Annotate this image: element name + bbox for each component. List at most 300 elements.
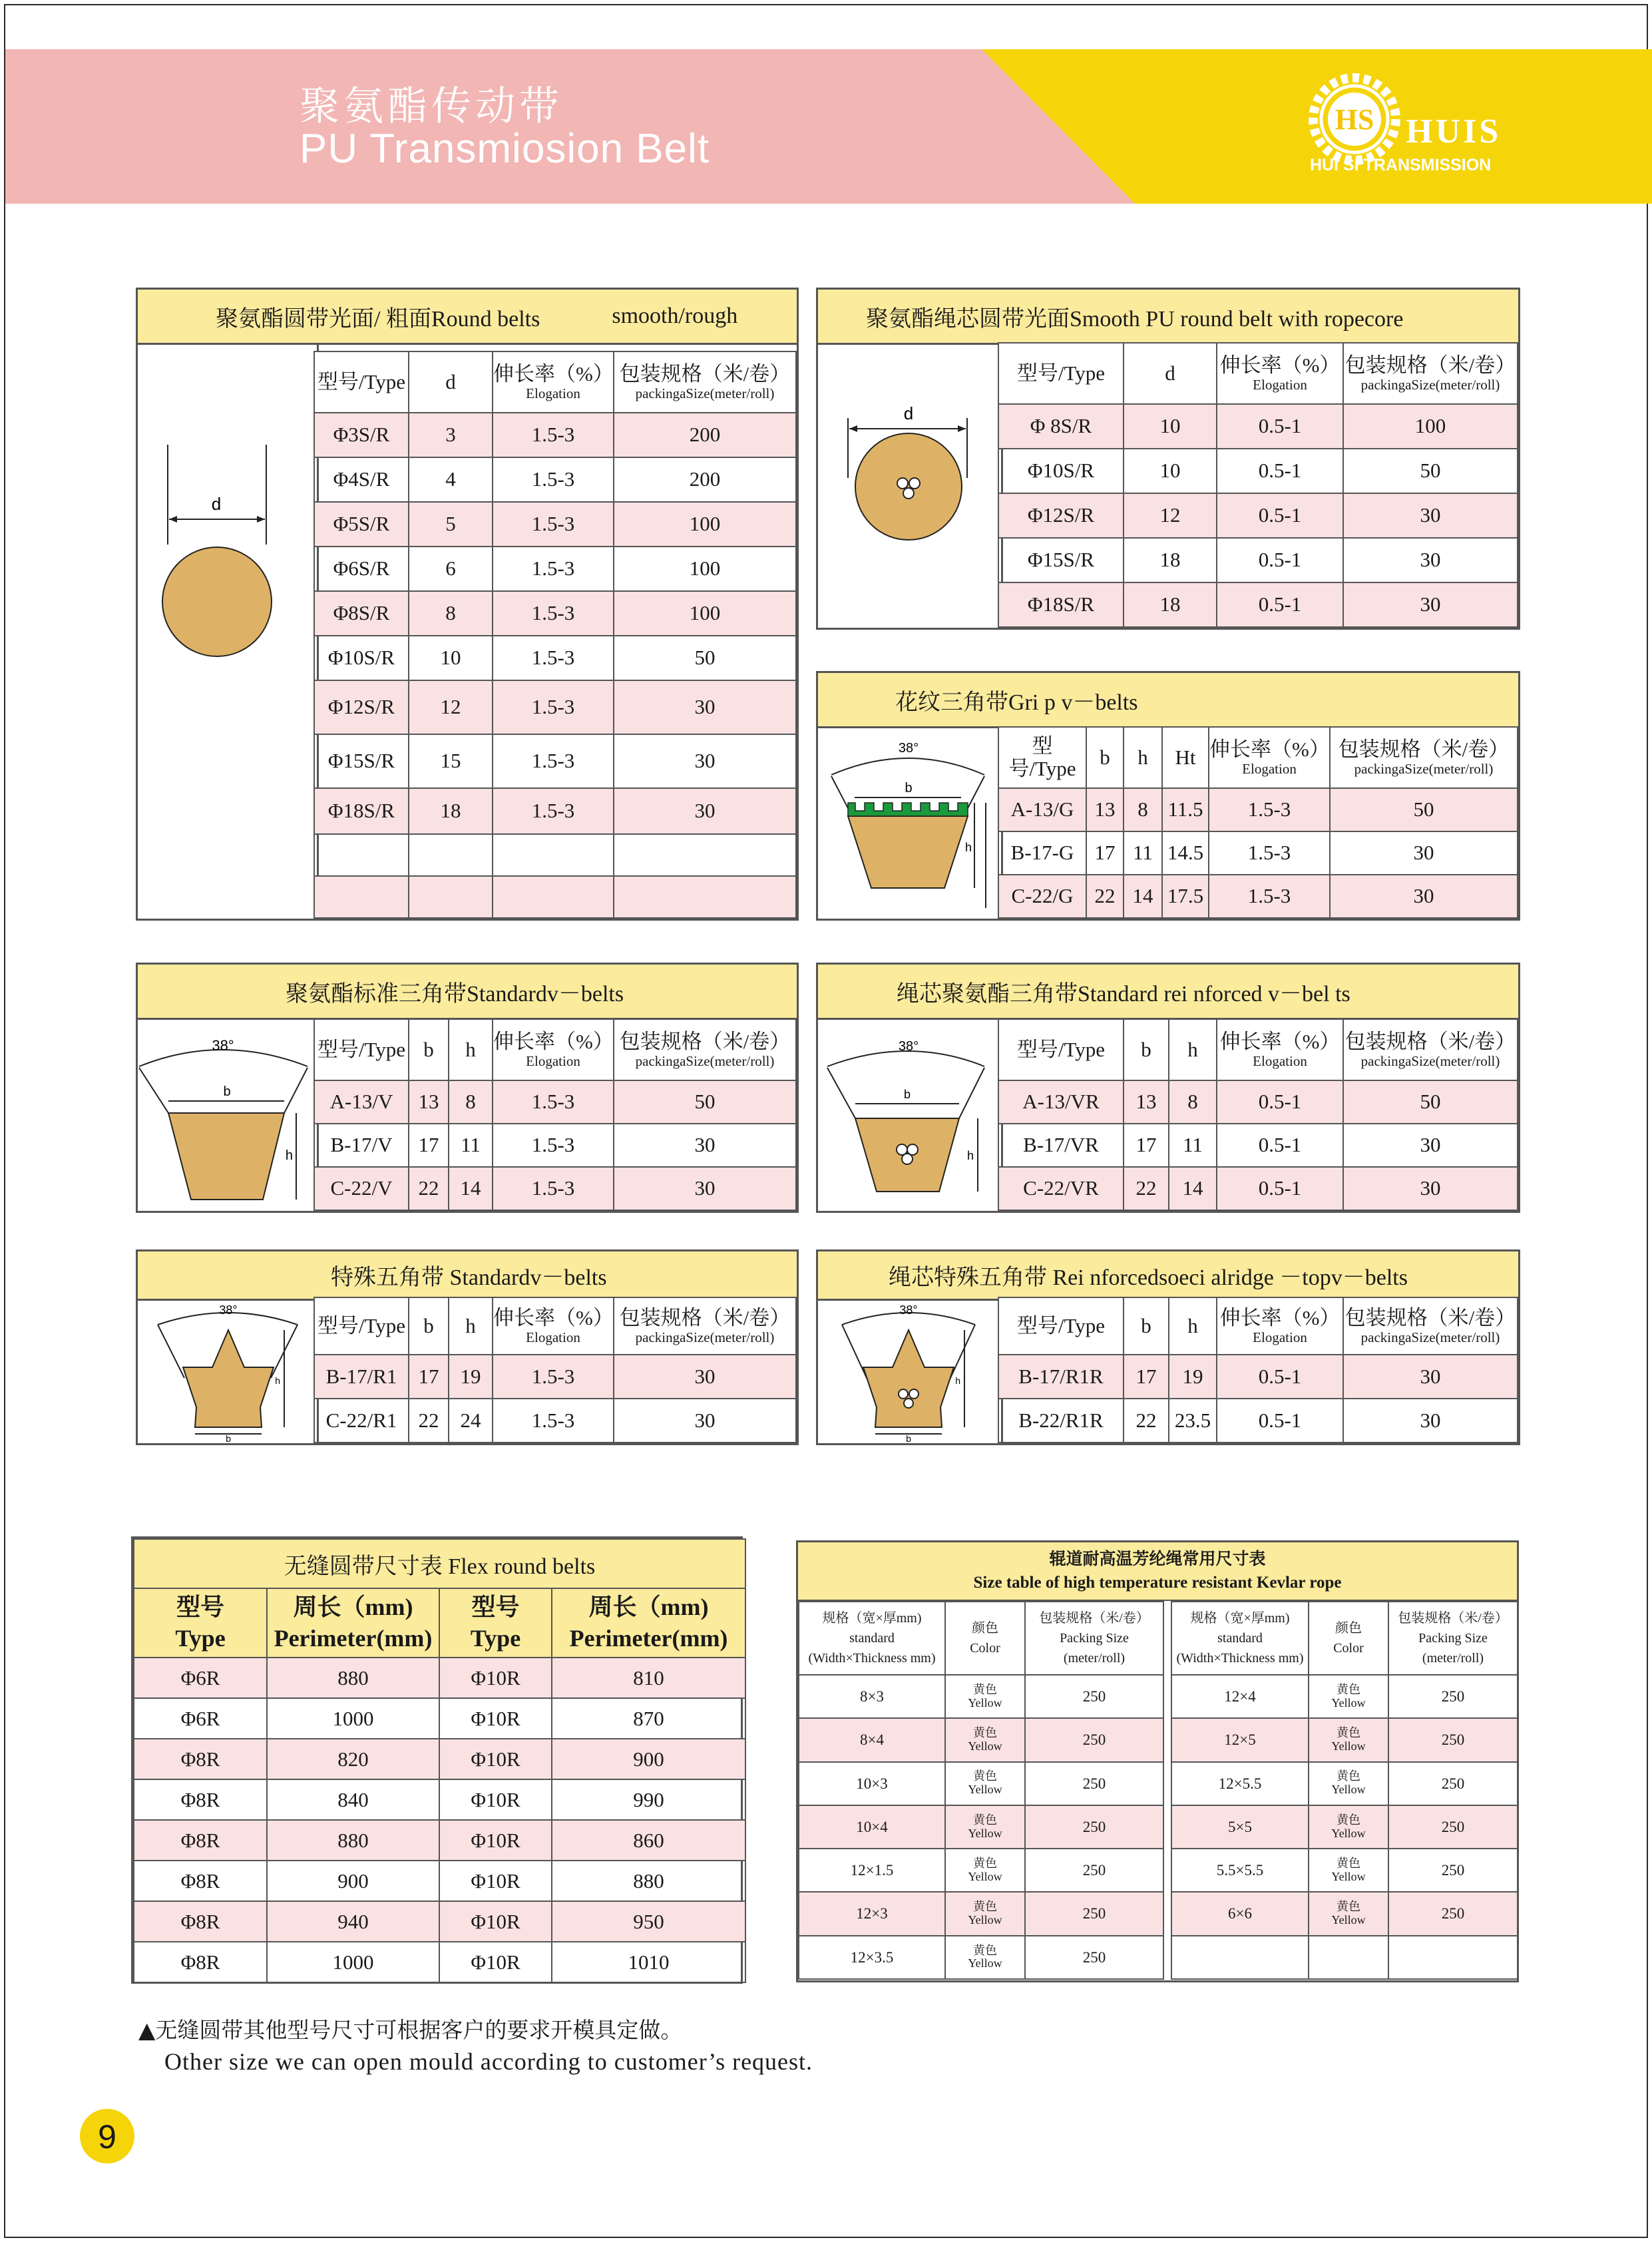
table-cell: 17 — [409, 1355, 449, 1399]
table-cell: Φ18S/R — [314, 788, 409, 834]
page-title-en: PU Transmiosion Belt — [300, 126, 710, 172]
table-cell: 0.5-1 — [1217, 1080, 1343, 1124]
col-type: 型号/Type — [314, 1019, 409, 1080]
color-cell: 黄色 Yellow — [945, 1805, 1025, 1849]
table-cell: 250 — [1388, 1762, 1518, 1805]
table-row — [134, 1739, 745, 1779]
kevlar-rope-table — [796, 1540, 1519, 1982]
col-type: 型号/Type — [998, 1019, 1124, 1080]
table-cell: 23.5 — [1169, 1399, 1217, 1443]
table-cell: 0.5-1 — [1217, 449, 1343, 493]
table-row — [314, 547, 796, 591]
table-cell: Φ8R — [134, 1739, 267, 1779]
table-cell: 0.5-1 — [1217, 1355, 1343, 1399]
table-cell: 30 — [614, 788, 796, 834]
grip-v-data — [998, 726, 1518, 919]
table-row — [998, 582, 1518, 627]
table-row — [134, 1779, 745, 1820]
table-row — [314, 1080, 796, 1124]
round-belt-drawing — [138, 345, 319, 919]
table-row — [998, 875, 1518, 918]
huis-logo-icon — [1305, 69, 1404, 169]
dim-h-label: h — [275, 1375, 280, 1386]
table-cell: 50 — [1343, 449, 1518, 493]
table-cell: Φ18S/R — [998, 582, 1124, 627]
table-cell: Φ4S/R — [314, 457, 409, 502]
table-row — [314, 734, 796, 788]
rope-round-table — [816, 288, 1520, 630]
table-cell: 8 — [449, 1080, 493, 1124]
table-cell: 10 — [1124, 404, 1217, 449]
table-cell: 19 — [449, 1355, 493, 1399]
table-cell: 12 — [1124, 493, 1217, 538]
table-cell: 1.5-3 — [493, 734, 614, 788]
table-cell: 200 — [614, 413, 796, 457]
special-pentagon-data — [313, 1297, 797, 1443]
page-title-cn: 聚氨酯传动带 — [300, 83, 563, 130]
table-cell: 1000 — [267, 1698, 439, 1739]
table-cell: 3 — [409, 413, 493, 457]
table-cell: 880 — [267, 1658, 439, 1698]
angle-label: 38° — [898, 741, 919, 756]
table-cell: 14.5 — [1162, 831, 1209, 875]
dim-b-label: b — [226, 1433, 231, 1443]
table-cell: 12×1.5 — [799, 1849, 945, 1892]
table-row — [1171, 1805, 1518, 1849]
table-row — [314, 502, 796, 547]
table-cell: Φ12S/R — [998, 493, 1124, 538]
table-row — [998, 493, 1518, 538]
dim-h-label: h — [966, 1149, 974, 1162]
color-cell: 黄色 Yellow — [1309, 1675, 1388, 1718]
table-cell: 940 — [267, 1901, 439, 1942]
table-cell: 5.5×5.5 — [1171, 1849, 1309, 1892]
rope-round-data — [998, 342, 1518, 628]
table-row — [314, 834, 796, 876]
table-row — [1171, 1675, 1518, 1718]
table-cell: 30 — [1343, 538, 1518, 582]
rope-special-pentagon-table — [816, 1249, 1520, 1445]
col-elongation: 伸长率（%） Elogation — [493, 351, 614, 413]
table-row — [314, 636, 796, 680]
table-row — [799, 1936, 1163, 1979]
rope-special-pentagon-drawing — [818, 1301, 1003, 1443]
standard-v-drawing — [138, 1020, 319, 1211]
table-cell: 1000 — [267, 1942, 439, 1982]
table-cell: Φ10S/R — [314, 636, 409, 680]
table-row — [1171, 1762, 1518, 1805]
table-cell: Φ8R — [134, 1861, 267, 1901]
table-cell: 100 — [1343, 404, 1518, 449]
table-cell: Φ3S/R — [314, 413, 409, 457]
table-cell: 100 — [614, 591, 796, 636]
table-cell: 14 — [449, 1167, 493, 1210]
table-row — [998, 449, 1518, 493]
table-cell: Φ6R — [134, 1658, 267, 1698]
brand-subtitle: HUI SI TRANSMISSION — [1310, 156, 1492, 174]
table-cell: 13 — [1124, 1080, 1169, 1124]
table-title — [138, 290, 797, 345]
table-cell: Φ6S/R — [314, 547, 409, 591]
table-cell: 12 — [409, 680, 493, 734]
dim-h-label: h — [964, 841, 972, 854]
col-b: b — [1124, 1019, 1169, 1080]
table-row — [314, 680, 796, 734]
table-cell: Φ15S/R — [314, 734, 409, 788]
table-cell: 30 — [1343, 1355, 1518, 1399]
special-pentagon-drawing — [138, 1301, 319, 1443]
table-cell: 30 — [614, 1399, 796, 1443]
col-packing: 包装规格（米/卷） Packing Size (meter/roll) — [1025, 1602, 1163, 1675]
table-cell: 30 — [1343, 1399, 1518, 1443]
table-row — [314, 788, 796, 834]
table-cell: 1.5-3 — [493, 502, 614, 547]
col-color: 颜色 Color — [1309, 1602, 1388, 1675]
reinforced-v-title: 绳芯聚氨酯三角带Standard rei nforced v－bel ts — [897, 981, 1350, 1007]
rope-special-pentagon-data — [998, 1297, 1518, 1443]
table-cell: 900 — [552, 1739, 745, 1779]
table-row — [314, 591, 796, 636]
table-title — [818, 673, 1518, 728]
round-belts-title: 聚氨酯圆带光面/ 粗面Round belts — [216, 306, 540, 332]
col-elongation: 伸长率（%） Elogation — [1217, 1019, 1343, 1080]
table-cell — [493, 834, 614, 876]
col-h: h — [449, 1297, 493, 1355]
table-cell: 30 — [1330, 875, 1518, 918]
table-row — [1171, 1936, 1518, 1979]
table-title — [138, 1251, 797, 1301]
table-cell: 0.5-1 — [1217, 582, 1343, 627]
col-d: d — [1124, 343, 1217, 404]
dim-b-label: b — [906, 1433, 911, 1443]
table-cell: 810 — [552, 1658, 745, 1698]
table-cell: C-22/R1 — [314, 1399, 409, 1443]
table-cell: 0.5-1 — [1217, 404, 1343, 449]
table-cell: Φ15S/R — [998, 538, 1124, 582]
table-cell: 1.5-3 — [493, 1080, 614, 1124]
col-b: b — [1086, 727, 1124, 788]
table-row — [314, 1355, 796, 1399]
table-row — [1171, 1718, 1518, 1761]
table-row — [998, 538, 1518, 582]
color-cell: 黄色 Yellow — [945, 1718, 1025, 1761]
angle-label: 38° — [898, 1039, 919, 1054]
col-packing: 包装规格（米/卷） packingaSize(meter/roll) — [1330, 727, 1518, 788]
flex-round-belts-table — [131, 1536, 743, 1984]
table-cell: 30 — [1343, 1124, 1518, 1167]
col-color: 颜色 Color — [945, 1602, 1025, 1675]
table-cell — [409, 876, 493, 918]
col-h: h — [1169, 1297, 1217, 1355]
table-cell: 0.5-1 — [1217, 1399, 1343, 1443]
round-belts-table — [136, 288, 799, 921]
table-cell: 6×6 — [1171, 1892, 1309, 1935]
kevlar-right-data — [1171, 1601, 1518, 1980]
table-cell: 100 — [614, 502, 796, 547]
table-cell: 1.5-3 — [493, 680, 614, 734]
table-cell: 5 — [409, 502, 493, 547]
col-packing: 包装规格（米/卷） packingaSize(meter/roll) — [614, 1297, 796, 1355]
color-cell: 黄色 Yellow — [945, 1936, 1025, 1979]
table-cell: 17 — [409, 1124, 449, 1167]
table-row — [134, 1942, 745, 1982]
table-cell: 30 — [614, 1124, 796, 1167]
table-cell: 250 — [1025, 1892, 1163, 1935]
table-cell: Φ10R — [439, 1739, 552, 1779]
dim-d-label: d — [211, 494, 222, 514]
table-cell: Φ10R — [439, 1779, 552, 1820]
table-cell: 1.5-3 — [493, 1124, 614, 1167]
table-row — [998, 1167, 1518, 1210]
table-cell: 30 — [614, 680, 796, 734]
table-cell: 15 — [409, 734, 493, 788]
col-type: 型号/Type — [998, 727, 1086, 788]
table-cell: 11 — [449, 1124, 493, 1167]
page-number: 9 — [80, 2109, 134, 2163]
color-cell: 黄色 Yellow — [1309, 1762, 1388, 1805]
standard-v-table — [136, 963, 799, 1213]
table-cell: 4 — [409, 457, 493, 502]
table-cell: 11 — [1169, 1124, 1217, 1167]
table-cell: Φ10R — [439, 1901, 552, 1942]
table-cell: 1.5-3 — [493, 1399, 614, 1443]
color-cell: 黄色 Yellow — [1309, 1805, 1388, 1849]
table-cell: 13 — [1086, 788, 1124, 831]
table-cell: 250 — [1025, 1675, 1163, 1718]
col-packing: 包装规格（米/卷） packingaSize(meter/roll) — [1343, 1297, 1518, 1355]
color-cell: 黄色 Yellow — [945, 1849, 1025, 1892]
table-cell: 880 — [267, 1820, 439, 1861]
col-packing: 包装规格（米/卷） packingaSize(meter/roll) — [614, 1019, 796, 1080]
col-d: d — [409, 351, 493, 413]
dim-b-label: b — [905, 781, 913, 795]
table-cell: 990 — [552, 1779, 745, 1820]
table-cell: 0.5-1 — [1217, 538, 1343, 582]
grip-v-table — [816, 671, 1520, 921]
table-cell: 14 — [1169, 1167, 1217, 1210]
table-cell: 0.5-1 — [1217, 1167, 1343, 1210]
col-packing: 包装规格（米/卷） packingaSize(meter/roll) — [1343, 1019, 1518, 1080]
angle-label: 38° — [212, 1037, 234, 1054]
table-cell: 10×4 — [799, 1805, 945, 1849]
rope-round-title: 聚氨酯绳芯圆带光面Smooth PU round belt with ropecore — [866, 306, 1404, 332]
col-b: b — [409, 1019, 449, 1080]
table-cell: 10 — [1124, 449, 1217, 493]
table-cell: 1.5-3 — [493, 591, 614, 636]
reinforced-v-drawing — [818, 1020, 1003, 1211]
col-elongation: 伸长率（%） Elogation — [1217, 1297, 1343, 1355]
table-row — [799, 1849, 1163, 1892]
table-cell — [614, 876, 796, 918]
col-elongation: 伸长率（%） Elogation — [493, 1019, 614, 1080]
table-row — [134, 1861, 745, 1901]
col-h: h — [1124, 727, 1162, 788]
table-row — [998, 831, 1518, 875]
table-title — [818, 1251, 1518, 1301]
standard-v-title: 聚氨酯标准三角带Standardv－belts — [286, 981, 624, 1007]
table-cell: 1.5-3 — [1209, 788, 1330, 831]
round-belt-section — [162, 547, 272, 656]
table-cell: 1.5-3 — [493, 413, 614, 457]
col-h: h — [449, 1019, 493, 1080]
table-cell: A-13/VR — [998, 1080, 1124, 1124]
table-cell: 0.5-1 — [1217, 493, 1343, 538]
flex-round-title: 无缝圆带尺寸表 Flex round belts — [134, 1539, 745, 1588]
table-cell: 8×4 — [799, 1718, 945, 1761]
grip-v-drawing — [818, 728, 1003, 919]
color-cell: 黄色 Yellow — [1309, 1849, 1388, 1892]
table-cell: 250 — [1388, 1849, 1518, 1892]
table-cell: 50 — [614, 1080, 796, 1124]
table-cell: 22 — [1124, 1167, 1169, 1210]
table-cell: 12×3.5 — [799, 1936, 945, 1979]
table-cell: 950 — [552, 1901, 745, 1942]
col-type: 型号/Type — [998, 343, 1124, 404]
table-cell: Φ10R — [439, 1942, 552, 1982]
table-row — [998, 404, 1518, 449]
color-cell: 黄色 Yellow — [1309, 1892, 1388, 1935]
table-row — [799, 1892, 1163, 1935]
col-elongation: 伸长率（%） Elogation — [1217, 343, 1343, 404]
table-cell: 50 — [614, 636, 796, 680]
table-cell: 250 — [1025, 1762, 1163, 1805]
table-cell: Φ10R — [439, 1861, 552, 1901]
table-cell: C-22/V — [314, 1167, 409, 1210]
table-cell: 17 — [1086, 831, 1124, 875]
grip-v-title: 花纹三角带Gri p v－belts — [895, 690, 1138, 715]
col-b: b — [409, 1297, 449, 1355]
kevlar-left-data — [798, 1601, 1164, 1980]
table-cell: 18 — [409, 788, 493, 834]
table-cell: 8 — [1124, 788, 1162, 831]
table-cell: Φ10R — [439, 1820, 552, 1861]
table-cell: Φ10R — [439, 1698, 552, 1739]
standard-v-data — [313, 1018, 797, 1211]
col-standard: 规格（宽×厚mm) standard (Width×Thickness mm) — [799, 1602, 945, 1675]
table-cell — [493, 876, 614, 918]
table-cell: 18 — [1124, 582, 1217, 627]
table-cell: 820 — [267, 1739, 439, 1779]
table-cell: 50 — [1330, 788, 1518, 831]
table-cell: 0.5-1 — [1217, 1124, 1343, 1167]
table-cell: 13 — [409, 1080, 449, 1124]
dim-h-label: h — [285, 1148, 293, 1163]
table-cell: C-22/VR — [998, 1167, 1124, 1210]
table-cell: 11 — [1124, 831, 1162, 875]
table-cell — [409, 834, 493, 876]
table-row — [134, 1698, 745, 1739]
table-row — [314, 1399, 796, 1443]
table-cell: 250 — [1388, 1892, 1518, 1935]
brand-name: HUIS — [1406, 112, 1502, 150]
table-row — [134, 1901, 745, 1942]
table-cell: 5×5 — [1171, 1805, 1309, 1849]
table-cell: 1010 — [552, 1942, 745, 1982]
table-row — [799, 1762, 1163, 1805]
table-cell: 1.5-3 — [493, 457, 614, 502]
table-cell: 250 — [1025, 1849, 1163, 1892]
table-cell — [314, 876, 409, 918]
table-cell: 6 — [409, 547, 493, 591]
table-cell: C-22/G — [998, 875, 1086, 918]
table-row — [314, 457, 796, 502]
table-cell: 860 — [552, 1820, 745, 1861]
col-elongation: 伸长率（%） Elogation — [1209, 727, 1330, 788]
table-cell: 18 — [1124, 538, 1217, 582]
table-cell: 14 — [1124, 875, 1162, 918]
table-row — [314, 1124, 796, 1167]
table-cell: 880 — [552, 1861, 745, 1901]
table-cell — [1388, 1936, 1518, 1979]
table-cell: 8 — [409, 591, 493, 636]
table-cell: B-17/VR — [998, 1124, 1124, 1167]
table-cell: 30 — [614, 1167, 796, 1210]
table-cell: 30 — [1343, 493, 1518, 538]
dim-b-label: b — [223, 1084, 231, 1099]
table-cell: 17.5 — [1162, 875, 1209, 918]
table-cell: 1.5-3 — [493, 636, 614, 680]
note-cn: ▲无缝圆带其他型号尺寸可根据客户的要求开模具定做。 — [138, 2017, 683, 2043]
col-type: 型号/Type — [314, 1297, 409, 1355]
table-cell: 250 — [1388, 1718, 1518, 1761]
table-cell — [314, 834, 409, 876]
table-cell: Φ8S/R — [314, 591, 409, 636]
table-row — [314, 413, 796, 457]
round-belts-data — [313, 351, 797, 919]
table-cell: 19 — [1169, 1355, 1217, 1399]
table-cell: 22 — [1086, 875, 1124, 918]
logo-letters: HS — [1335, 103, 1374, 136]
table-cell: 50 — [1343, 1080, 1518, 1124]
col-standard: 规格（宽×厚mm) standard (Width×Thickness mm) — [1171, 1602, 1309, 1675]
table-cell: 200 — [614, 457, 796, 502]
table-row — [799, 1718, 1163, 1761]
table-cell: B-17/V — [314, 1124, 409, 1167]
rope-round-drawing — [818, 345, 1003, 628]
col-type: 型号 Type — [439, 1588, 552, 1658]
dim-d-label: d — [903, 403, 914, 423]
table-cell: B-17/R1R — [998, 1355, 1124, 1399]
table-cell: Φ8R — [134, 1901, 267, 1942]
table-cell: 12×5.5 — [1171, 1762, 1309, 1805]
col-b: b — [1124, 1297, 1169, 1355]
table-cell: B-17/R1 — [314, 1355, 409, 1399]
table-cell: 900 — [267, 1861, 439, 1901]
table-cell — [1171, 1936, 1309, 1979]
round-belts-title-suffix: smooth/rough — [612, 304, 738, 328]
col-type: 型号/Type — [998, 1297, 1124, 1355]
table-cell: 30 — [614, 1355, 796, 1399]
table-row — [1171, 1849, 1518, 1892]
table-cell: 1.5-3 — [1209, 831, 1330, 875]
table-row — [799, 1675, 1163, 1718]
table-cell: 8 — [1169, 1080, 1217, 1124]
table-row — [998, 788, 1518, 831]
angle-label: 38° — [899, 1303, 918, 1317]
table-row — [998, 1399, 1518, 1443]
table-cell: 250 — [1388, 1675, 1518, 1718]
reinforced-v-table — [816, 963, 1520, 1213]
table-row — [1171, 1892, 1518, 1935]
dim-b-label: b — [903, 1088, 911, 1101]
col-packing: 包装规格（米/卷） packingaSize(meter/roll) — [614, 351, 796, 413]
table-cell: Φ5S/R — [314, 502, 409, 547]
table-cell: 1.5-3 — [1209, 875, 1330, 918]
table-cell: 30 — [1343, 1167, 1518, 1210]
color-cell: 黄色 Yellow — [1309, 1718, 1388, 1761]
table-cell: Φ10S/R — [998, 449, 1124, 493]
col-h: h — [1169, 1019, 1217, 1080]
